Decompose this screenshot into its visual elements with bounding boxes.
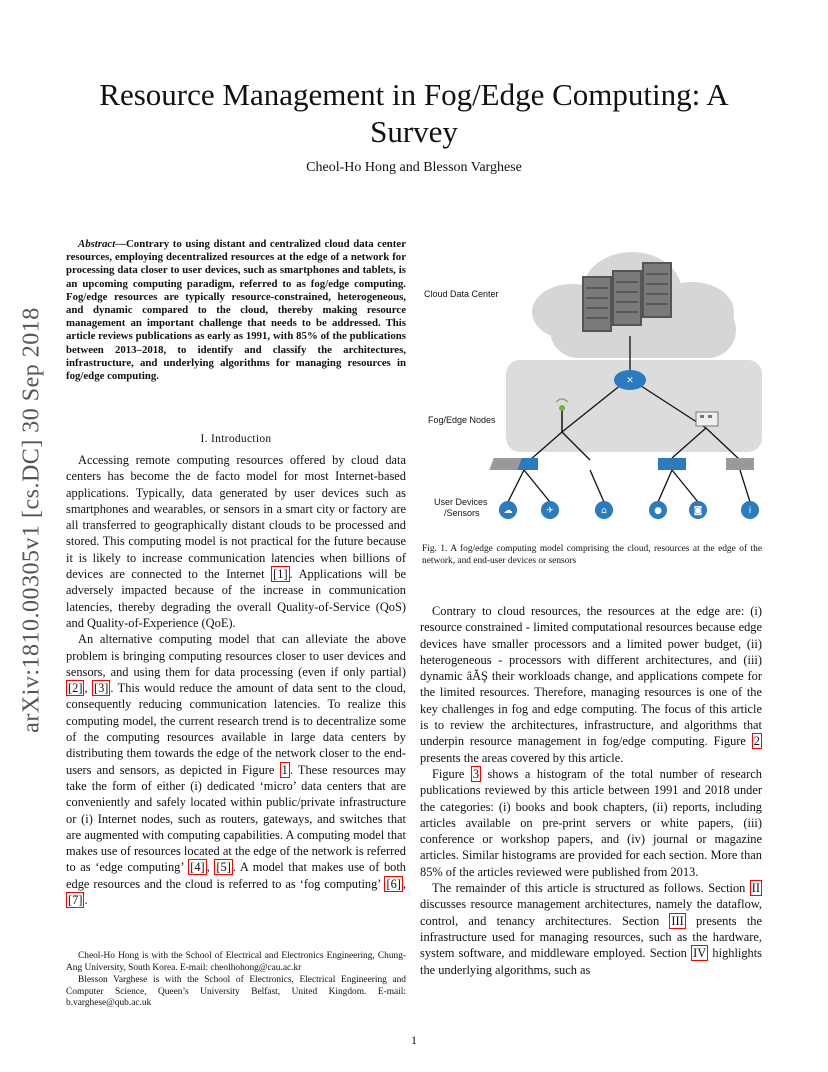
- abstract-lead: Abstract: [78, 238, 116, 250]
- citation-link[interactable]: [2]: [68, 681, 83, 696]
- abstract-dash: —: [115, 238, 126, 250]
- footnote-author-2: Blesson Varghese is with the School of Electronics, Electrical Engineering and Computer Science, Queen’s University Belfast, United Kingdom. E-mail: b.varghese@qub.ac.uk: [66, 975, 406, 1009]
- section-heading-introduction: I. Introduction: [200, 433, 272, 445]
- section-link[interactable]: IV: [693, 946, 707, 961]
- citation-link[interactable]: [4]: [190, 860, 205, 875]
- paper-title: Resource Management in Fog/Edge Computing: A Survey: [99, 77, 729, 149]
- figure-caption: Fig. 1. A fog/edge computing model comprising the cloud, resources at the edge of the network, and end-user devices or sensors: [422, 544, 762, 566]
- footnote-author-1: Cheol-Ho Hong is with the School of Electrical and Electronics Engineering, Chung-Ang University, South Korea. E-mail: cheolhohong@cau.ac.kr: [66, 951, 406, 973]
- right-paragraph-1: Contrary to cloud resources, the resources at the edge are: (i) resource constrained - limited computational resources because edge devices have smaller processors and a limited power budget, (ii) heterogeneous - processors with different architectures, and (iii) dynamic âĂŞ their workloads change, and applications compete for the limited resources. Therefore, managing resources is one of the key challenges in fog and edge computing. The focus of this article is to review the architectures, infrastructure, and algorithms that underpin resource management in fog/edge computing. Figure 2 presents the areas covered by this article.: [420, 604, 762, 765]
- right-paragraph-3: The remainder of this article is structured as follows. Section II discusses resource management architectures, namely the dataflow, control, and tenancy architectures. Section III presents the infrastructure used for managing resources, such as the hardware, system software, and middleware employed. Section IV highlights the underlying algorithms, such as: [420, 881, 763, 977]
- section-link[interactable]: II: [751, 881, 760, 896]
- citation-link[interactable]: [5]: [216, 860, 231, 875]
- device-icons: [499, 501, 759, 519]
- figure-link[interactable]: 2: [753, 734, 760, 749]
- svg-text:☁: ☁: [503, 506, 513, 516]
- figure-link[interactable]: 1: [281, 762, 288, 777]
- right-paragraph-2: Figure 3 shows a histogram of the total number of research publications reviewed by this article between 1991 and 2018 under the categories: (i) books and book chapters, (ii) reports, including articles available on pre-print servers or white papers, (iii) conference or workshop papers, and (iv) journal or magazine articles. Similar histograms are provided for each section. More than 85% of the articles reviewed were published from 2013.: [420, 766, 763, 879]
- svg-text:◙: ◙: [693, 506, 703, 516]
- abstract-text: Contrary to using distant and centralized cloud data center resources, employing decentralized resources at the edge of a network for processing data closer to user devices, such as smartphones and tablets, is an upcoming computing paradigm, referred to as fog/edge computing. Fog/edge resources are typically resource-constrained, heterogeneous, and dynamic compared to the cloud, thereby making resource management an important challenge that needs to be addressed. This article reviews publications as early as 1991, with 85% of the publications between 2013–2018, to identify and classify the architectures, infrastructure, and underlying algorithms for managing resources in fog/edge computing.: [66, 238, 406, 383]
- label-user-devices: User Devices: [434, 497, 488, 507]
- label-sensors: /Sensors: [444, 508, 480, 518]
- svg-text:✕: ✕: [626, 376, 634, 386]
- gateway-icon: [696, 412, 718, 426]
- authors: Cheol-Ho Hong and Blesson Varghese: [306, 160, 522, 175]
- page-number: 1: [411, 1033, 417, 1047]
- label-fog-edge-nodes: Fog/Edge Nodes: [428, 415, 496, 425]
- switch-icon: [510, 458, 686, 470]
- abstract: [66, 238, 406, 383]
- intro-paragraph-2: An alternative computing model that can alleviate the above problem is bringing computing resources closer to user devices and sensors, and using them for data processing (even if only partial) [2] , [3] . This would reduce the amount of data sent to the cloud, consequently reducing communication latencies. To realize this computing model, the current research trend is to decentralize some of the computing resources available in large data centers by distributing them towards the edge of the network closer to the end-users and sensors, as depicted in Figure 1 . These resources may take the form of either (i) dedicated ‘micro’ data centers that are conveniently and safely located within public/private infrastructure or (i) Internet nodes, such as routers, gateways, and switches that are augmented with computing capabilities. A computing model that makes use of resources located at the edge of the network is referred to as ‘edge computing’ [4] , [5] . A model that makes use of both edge resources and the cloud is referred to as ‘fog computing’ [6] , [7] .: [66, 632, 407, 908]
- label-cloud-data-center: Cloud Data Center: [424, 289, 499, 299]
- right-column-body: [420, 603, 762, 978]
- svg-text:i: i: [748, 506, 752, 516]
- footnotes: [66, 951, 406, 1011]
- arxiv-sidebar: [14, 280, 50, 760]
- router-icon: [614, 370, 646, 390]
- figure-fog-edge-model: [422, 232, 762, 532]
- arxiv-identifier: arXiv:1810.00305v1 [cs.DC] 30 Sep 2018: [18, 307, 45, 733]
- citation-link[interactable]: [7]: [68, 893, 83, 908]
- figure-link[interactable]: 3: [472, 766, 480, 781]
- citation-link[interactable]: [6]: [386, 876, 401, 891]
- svg-text:⌂: ⌂: [601, 506, 607, 516]
- svg-text:●: ●: [654, 506, 662, 516]
- citation-link[interactable]: [1]: [273, 567, 288, 582]
- citation-link[interactable]: [3]: [93, 681, 109, 696]
- intro-paragraph-1: Accessing remote computing resources offered by cloud data centers has become the de facto model for most Internet-based applications. Typically, data generated by user devices such as smartphones and wearables, or sensors in a smart city or factory are all transferred to geographically distant clouds to be processed and stored. This computing model is not practical for the future because it is likely to increase communication latencies when billions of devices are connected to the Internet [1] . Applications will be adversely impacted because of the increase in communication latencies, thereby degrading the overall Quality-of-Service (QoS) and Quality-of-Experience (QoE).: [66, 453, 407, 630]
- svg-text:✈: ✈: [546, 506, 554, 516]
- section-link[interactable]: III: [671, 913, 684, 928]
- introduction-body: [66, 452, 406, 908]
